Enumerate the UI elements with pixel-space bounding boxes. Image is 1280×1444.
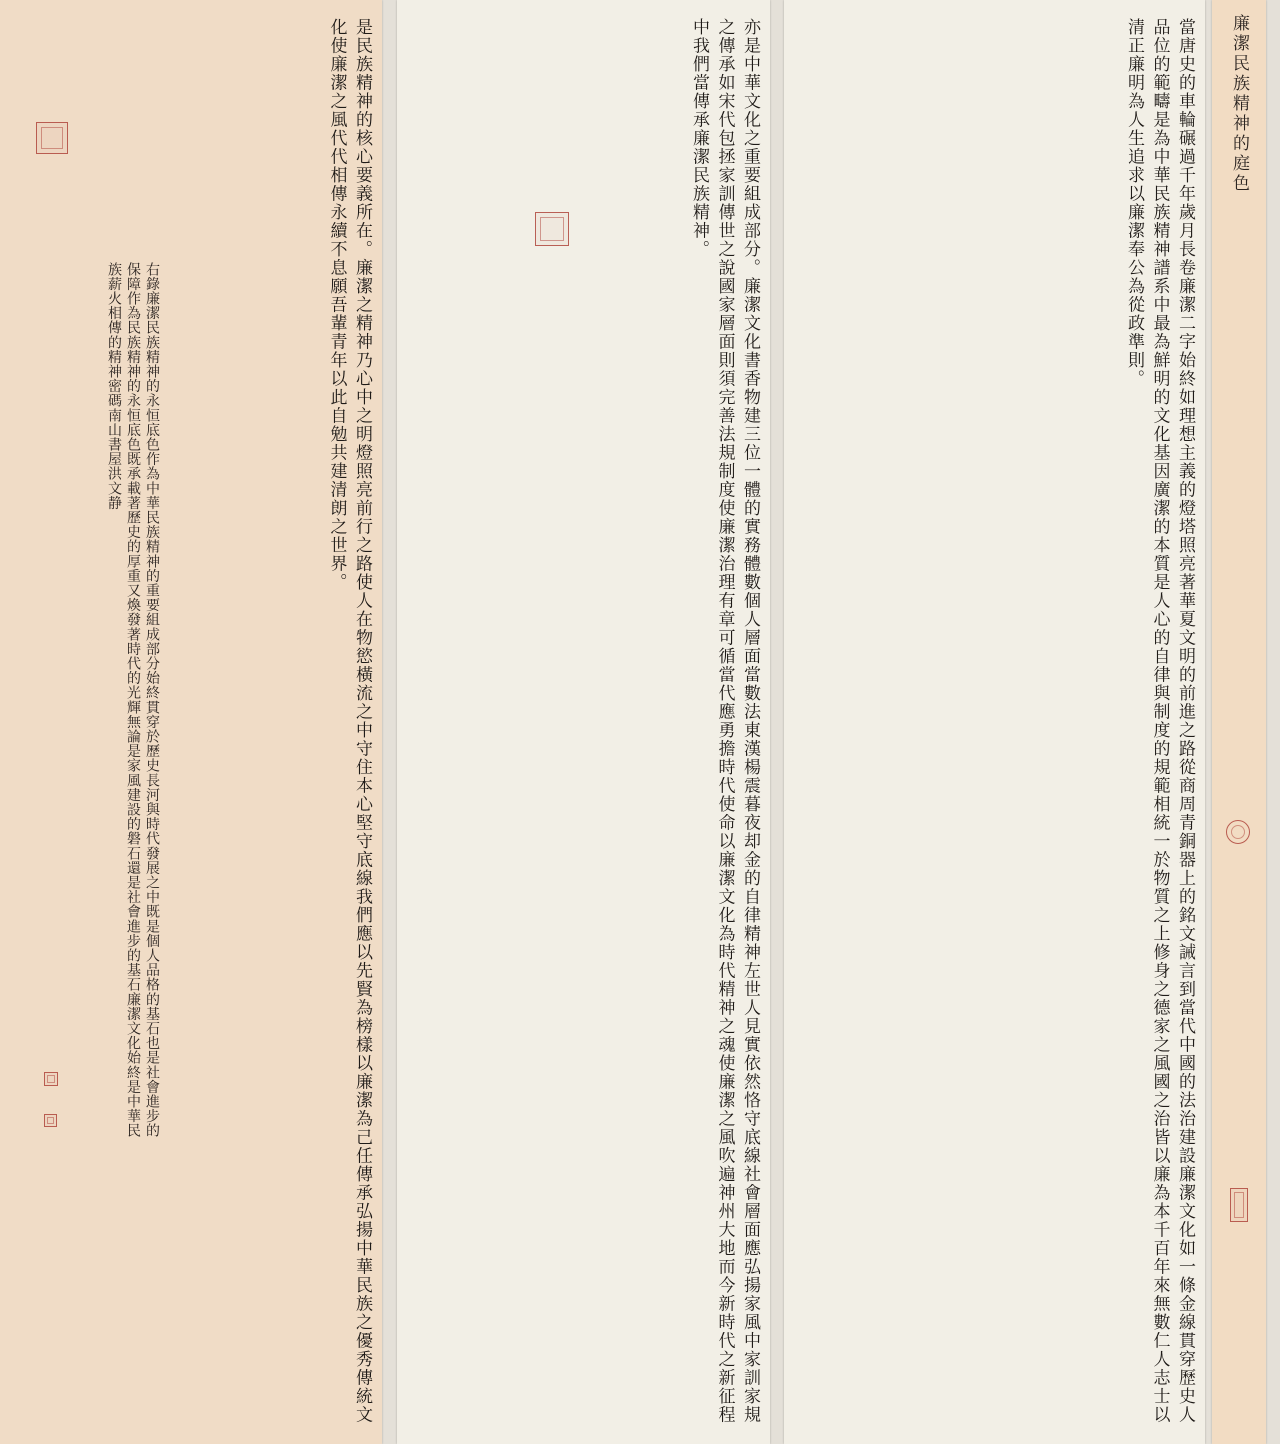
middle-scroll-panel [397,0,770,1444]
middle-seal-stamp [535,212,569,246]
right-column-text: 當唐史的車輪碾過千年歲月長卷廉潔二字始終如理想主義的燈塔照亮著華夏文明的前進之路從商周青銅器上的銘文誡言到當代中國的法治建設廉潔文化如一條金線貫穿歷史人品位的範疇是為中華民族精神譜系中最為鮮明的文化基因廣潔的本質是人心的自律與制度的規範相統一於物質之上修身之德家之風國之治皆以廉為本千百年來無數仁人志士以清正廉明為人生追求以廉潔奉公為從政準則。 [1124,18,1195,1424]
seal-stamp-top [36,122,68,154]
middle-column-text: 亦是中華文化之重要組成部分。廉潔文化書香物建三位一體的實務體數個人層面當數法東漢楊震暮夜却金的自律精神左世人見實依然恪守底線社會層面應弘揚家風中家訓家規之傳承如宋代包拯家訓傳世之說國家層面則須完善法規制度使廉潔治理有章可循當代應勇擔時代使命以廉潔文化為時代精神之魂使廉潔之風吹遍神州大地而今新時代之新征程中我們當傳承廉潔民族精神。 [689,18,760,1424]
left-column-text: 是民族精神的核心要義所在。廉潔之精神乃心中之明燈照亮前行之路使人在物慾橫流之中守住本心堅守底線我們應以先賢為榜樣以廉潔為己任傳承弘揚中華民族之優秀傳統文化使廉潔之風代代相傳永續不息願吾輩青年以此自勉共建清朗之世界。 [326,18,372,1424]
scroll-title: 廉潔民族精神的庭色 [1229,14,1249,194]
round-seal-stamp [1226,820,1250,844]
signature-seal-stamp [44,1072,58,1086]
right-scroll-panel [784,0,1205,1444]
left-scroll-panel [0,0,382,1444]
bottom-seal-stamp [1230,1188,1248,1222]
name-seal-stamp [44,1114,57,1127]
title-strip-panel [1212,0,1266,1444]
inscription-text: 右錄廉潔民族精神的永恒底色作為中華民族精神的重要組成部分始終貫穿於歷史長河與時代發展之中既是個人品格的基石也是社會進步的保障作為民族精神的永恒底色既承載著歷史的厚重又煥發著時代的光輝無論是家風建設的磐石還是社會進步的基石廉潔文化始終是中華民族薪火相傳的精神密碼南山書屋洪文静 [106,262,160,1138]
